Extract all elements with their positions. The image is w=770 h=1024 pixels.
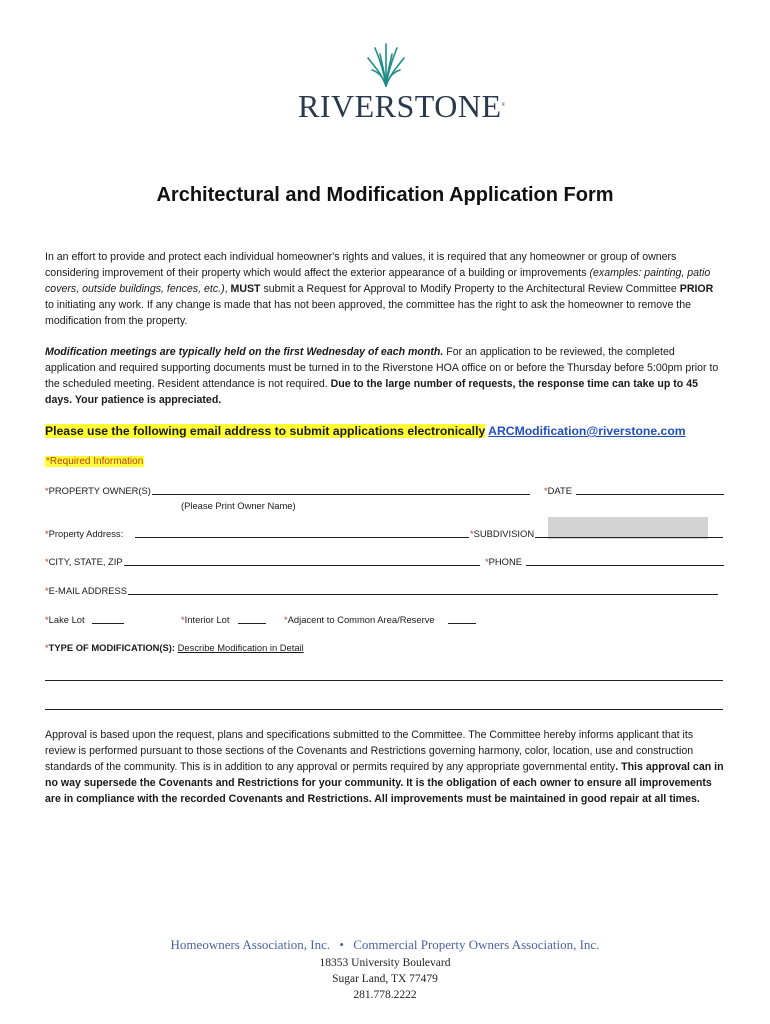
lake-lot-field[interactable]	[92, 613, 124, 624]
riverstone-logo	[298, 42, 506, 124]
phone-field[interactable]	[526, 555, 724, 566]
phone-label: *PHONE	[485, 556, 522, 567]
city-state-zip-field[interactable]	[124, 555, 480, 566]
email-instruction: Please use the following email address to submit applications electronically ARCModification@riverstone.com	[45, 424, 686, 438]
logo-wordmark: RIVERSTONE®	[298, 88, 506, 124]
footer-organizations: Homeowners Association, Inc. • Commercial Property Owners Association, Inc.	[170, 937, 600, 952]
approval-paragraph: Approval is based upon the request, plans and specifications submitted to the Committee. The Committee hereby informs applicant that its review is performed pursuant to those sections of the Covenants and Restrictions governing harmony, color, location, use and construction standards of the community. This is in addition to any approval or permits required by any appropriate governmental entity. This approval can in no way supersede the Covenants and Restrictions for your community. It is the obligation of each owner to ensure all improvements are in compliance with the recorded Covenants and Restrictions. All improvements must be maintained in good repair at all times.	[45, 729, 724, 805]
property-address-label: *Property Address:	[45, 528, 124, 539]
interior-lot-label: *Interior Lot	[181, 614, 230, 625]
plant-icon	[366, 42, 406, 88]
required-note: *Required Information	[46, 456, 144, 467]
modification-line-2[interactable]	[45, 709, 723, 710]
page-title: Architectural and Modification Application Form	[156, 184, 614, 206]
date-field[interactable]	[576, 484, 724, 495]
subdivision-label: *SUBDIVISION	[470, 528, 535, 539]
print-owner-hint: (Please Print Owner Name)	[181, 500, 296, 511]
city-state-zip-label: *CITY, STATE, ZIP	[45, 556, 123, 567]
type-of-modification-label: *TYPE OF MODIFICATION(S): Describe Modification in Detail	[45, 642, 304, 653]
footer-phone: 281.778.2222	[353, 989, 417, 1001]
property-address-field[interactable]	[135, 527, 469, 538]
adjacent-field[interactable]	[448, 613, 476, 624]
intro-paragraph: In an effort to provide and protect each individual homeowner's rights and values, it is required that any homeowner or group of owners considering improvement of their property which would affect the exterior appearance of a building or improvements (examples: painting, patio covers, outside buildings, fences, etc.), MUST submit a Request for Approval to Modify Property to the Architectural Review Committee PRIOR to initiating any work. If any change is made that has not been approved, the committee has the right to ask the homeowner to remove the modification from the property.	[45, 251, 714, 327]
property-owner-field[interactable]	[152, 484, 530, 495]
arc-email-link[interactable]: ARCModification@riverstone.com	[488, 424, 686, 438]
property-owner-label: *PROPERTY OWNER(S)	[45, 485, 151, 496]
meetings-paragraph: Modification meetings are typically held on the first Wednesday of each month. For an application to be reviewed, the completed application and required supporting documents must be turned in to the Riverstone HOA office on or before the Thursday before 5:00pm prior to the scheduled meeting. Resident attendance is not required. Due to the large number of requests, the response time can take up to 45 days. Your patience is appreciated.	[45, 346, 719, 406]
adjacent-label: *Adjacent to Common Area/Reserve	[284, 614, 435, 625]
date-label: *DATE	[544, 485, 572, 496]
interior-lot-field[interactable]	[238, 613, 266, 624]
footer-street: 18353 University Boulevard	[319, 957, 451, 969]
lake-lot-label: *Lake Lot	[45, 614, 85, 625]
modification-line-1[interactable]	[45, 680, 723, 681]
email-address-field[interactable]	[128, 584, 718, 595]
subdivision-underline	[535, 527, 723, 538]
footer-city: Sugar Land, TX 77479	[332, 973, 438, 985]
email-address-label: *E-MAIL ADDRESS	[45, 585, 127, 596]
